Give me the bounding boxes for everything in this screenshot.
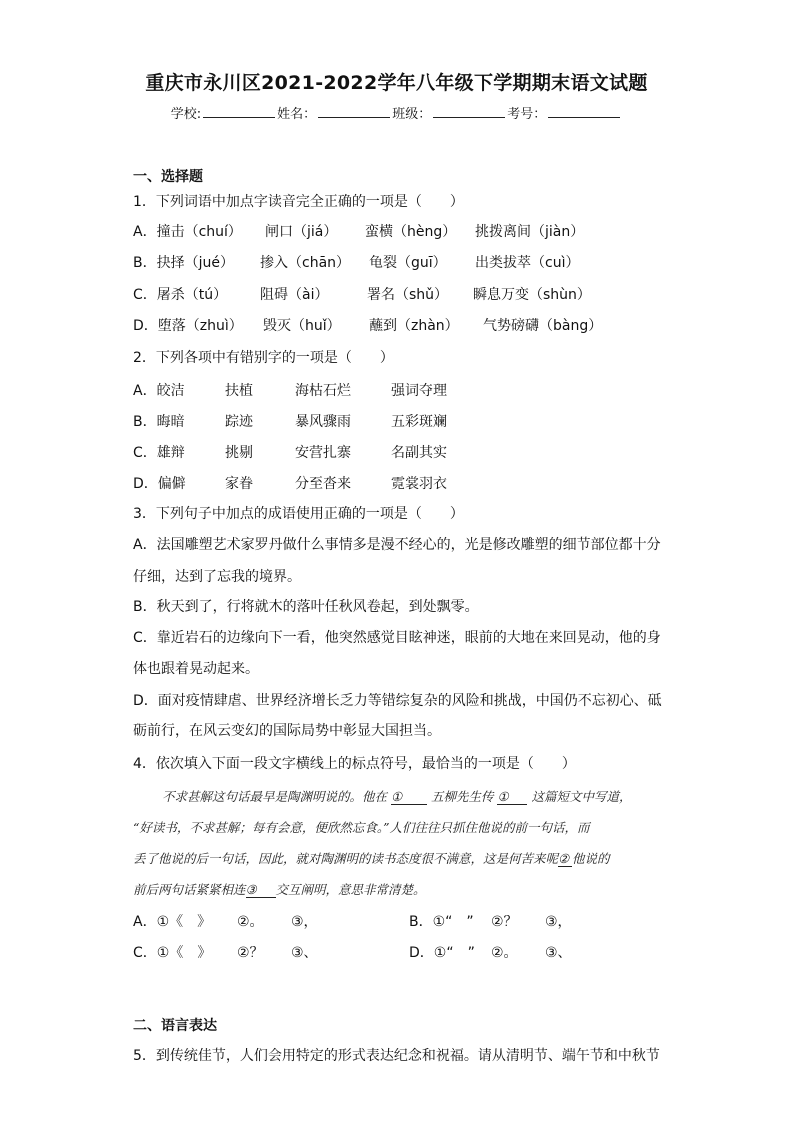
option-cell: 安营扎寨 — [295, 445, 351, 461]
option-cell: 出类拔萃（cuì） — [475, 255, 580, 271]
section-heading-2: 二、语言表达 — [133, 1018, 217, 1034]
passage-line-1 — [162, 787, 692, 805]
option-cell: ③、 — [291, 945, 318, 961]
question-3-option-d[interactable]: D．面对疫情肆虐、世界经济增长乏力等错综复杂的风险和挑战，中国仍不忘初心、砥 — [133, 693, 662, 709]
class-blank[interactable] — [433, 103, 505, 118]
class-label: 班级： — [392, 107, 432, 122]
blank-1-close[interactable] — [497, 789, 527, 805]
blank-marker: ① — [497, 789, 509, 804]
passage-text: 前后两句话紧紧相连 — [133, 882, 246, 897]
school-blank[interactable] — [203, 103, 275, 118]
exam-number-blank[interactable] — [548, 103, 620, 118]
blank-marker: ③ — [245, 882, 257, 897]
option-cell: B．晦暗 — [133, 414, 185, 430]
passage-text: 交互阐明，意思非常清楚。 — [275, 882, 426, 897]
option-cell: 阻碍（ài） — [260, 287, 329, 303]
option-cell: D．偏僻 — [133, 476, 186, 492]
blank-marker: ② — [558, 851, 570, 866]
option-cell: ③， — [291, 914, 318, 930]
student-info-line — [0, 103, 793, 122]
question-3-option-d-cont: 砺前行，在风云变幻的国际局势中彰显大国担当。 — [133, 723, 441, 739]
school-label: 学校: — [170, 107, 202, 122]
passage-text: 他说的 — [572, 851, 610, 866]
question-2-stem: 2．下列各项中有错别字的一项是（ ） — [133, 350, 394, 366]
option-cell: ②。 — [491, 945, 518, 961]
option-cell: 家眷 — [225, 476, 253, 492]
section-heading-1: 一、选择题 — [133, 169, 203, 185]
option-cell: 扶植 — [225, 383, 253, 399]
option-cell: B．抉择（jué） — [133, 255, 234, 271]
question-3-option-a-cont: 仔细，达到了忘我的境界。 — [133, 569, 301, 585]
option-cell: A．皎洁 — [133, 383, 185, 399]
option-cell: 掺入（chān） — [260, 255, 351, 271]
option-cell: 龟裂（guī） — [369, 255, 447, 271]
question-3-option-c[interactable]: C．靠近岩石的边缘向下一看，他突然感觉目眩神迷，眼前的大地在来回晃动，他的身 — [133, 630, 661, 646]
option-cell: B．①“ ” — [409, 914, 474, 930]
option-cell: C．雄辩 — [133, 445, 185, 461]
passage-text: 五柳先生传 — [430, 789, 494, 804]
option-cell: 挑剔 — [225, 445, 253, 461]
option-cell: 五彩斑斓 — [391, 414, 447, 430]
option-cell: 蘸到（zhàn） — [369, 318, 459, 334]
option-cell: 名副其实 — [391, 445, 447, 461]
option-cell: D．堕落（zhuì） — [133, 318, 243, 334]
passage-line-4 — [133, 880, 663, 898]
option-cell: C．屠杀（tú） — [133, 287, 228, 303]
option-cell: 蛮横（hèng） — [365, 224, 457, 240]
option-cell: A．①《 》 — [133, 914, 212, 930]
passage-line-2: “好读书，不求甚解；每有会意，便欣然忘食。”人们往往只抓住他说的前一句话，而 — [133, 820, 590, 835]
option-cell: 分至沓来 — [295, 476, 351, 492]
option-cell: 挑拨离间（jiàn） — [475, 224, 585, 240]
question-3-stem: 3．下列句子中加点的成语使用正确的一项是（ ） — [133, 506, 464, 522]
option-cell: 踪迹 — [225, 414, 253, 430]
blank-2[interactable] — [558, 851, 572, 867]
option-cell: 强词夺理 — [391, 383, 447, 399]
question-4-stem: 4．依次填入下面一段文字横线上的标点符号，最恰当的一项是（ ） — [133, 756, 576, 772]
name-label: 姓名： — [277, 107, 317, 122]
question-3-option-c-cont: 体也跟着晃动起来。 — [133, 661, 259, 677]
passage-text: 丢了他说的后一句话，因此，就对陶渊明的读书态度很不满意，这是何苦来呢 — [133, 851, 559, 866]
option-cell: 霓裳羽衣 — [391, 476, 447, 492]
option-cell: 闸口（jiá） — [265, 224, 338, 240]
option-cell: ②？ — [491, 914, 518, 930]
name-blank[interactable] — [318, 103, 390, 118]
option-cell: 气势磅礴（bàng） — [483, 318, 603, 334]
page-title: 重庆市永川区2021-2022学年八年级下学期期末语文试题 — [145, 72, 648, 94]
option-cell: C．①《 》 — [133, 945, 212, 961]
passage-line-3 — [133, 849, 663, 867]
option-cell: ②。 — [237, 914, 264, 930]
blank-3[interactable] — [246, 882, 276, 898]
option-cell: ③、 — [545, 945, 572, 961]
option-cell: 海枯石烂 — [295, 383, 351, 399]
option-cell: ③， — [545, 914, 572, 930]
option-cell: 暴风骤雨 — [295, 414, 351, 430]
option-cell: 瞬息万变（shùn） — [473, 287, 591, 303]
passage-text: 不求甚解这句话最早是陶渊明说的。他在 — [162, 789, 388, 804]
question-5-stem: 5．到传统佳节，人们会用特定的形式表达纪念和祝福。请从清明节、端午节和中秋节 — [133, 1048, 660, 1064]
passage-text: 这篇短文中写道， — [531, 789, 632, 804]
question-3-option-b[interactable]: B．秋天到了，行将就木的落叶任秋风卷起，到处飘零。 — [133, 599, 479, 615]
option-cell: A．撞击（chuí） — [133, 224, 242, 240]
blank-1[interactable] — [391, 789, 427, 805]
exam-number-label: 考号： — [507, 107, 547, 122]
blank-marker: ① — [391, 789, 403, 804]
question-1-stem: 1．下列词语中加点字读音完全正确的一项是（ ） — [133, 194, 464, 210]
question-3-option-a[interactable]: A．法国雕塑艺术家罗丹做什么事情多是漫不经心的，光是修改雕塑的细节部位都十分 — [133, 537, 661, 553]
option-cell: 毁灭（huǐ） — [263, 318, 341, 334]
option-cell: D．①“ ” — [409, 945, 475, 961]
option-cell: 署名（shǔ） — [367, 287, 449, 303]
option-cell: ②？ — [237, 945, 264, 961]
